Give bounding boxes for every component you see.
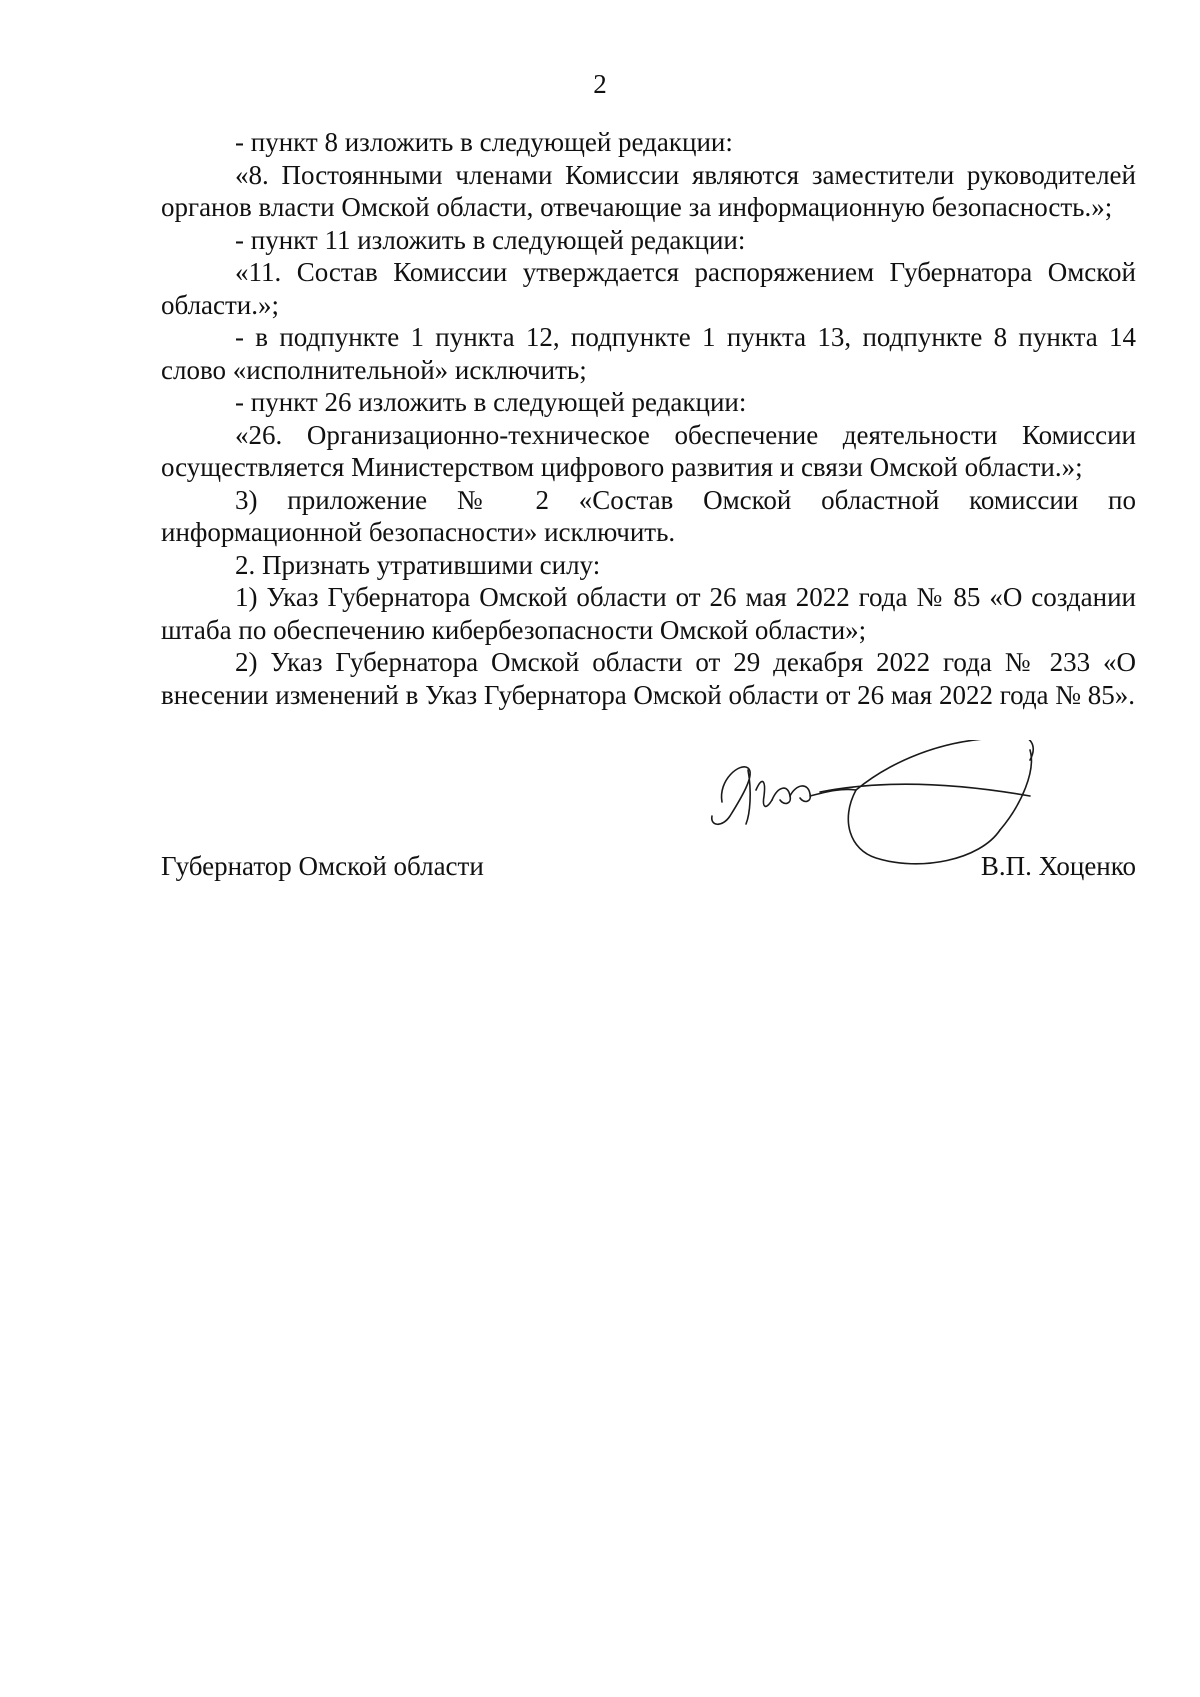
page-number: 2 xyxy=(593,69,607,99)
signature-block xyxy=(161,850,1136,890)
paragraph-repeal-intro: 2. Признать утратившими силу: xyxy=(235,549,601,580)
paragraph-point-11-intro: - пункт 11 изложить в следующей редакции: xyxy=(235,224,746,255)
paragraph-point-8-text: «8. Постоянными членами Комиссии являются заместители руководителей органов власти Омской области, отвечающие за информационную безопасность.»; xyxy=(161,159,1136,222)
paragraph-point-8-intro: - пункт 8 изложить в следующей редакции: xyxy=(235,127,733,157)
paragraph-appendix-exclusion: 3) приложение № 2 «Состав Омской областной комиссии по информационной безопасности» исключить. xyxy=(161,484,1136,547)
paragraph-repeal-item-2: 2) Указ Губернатора Омской области от 29 декабря 2022 года № 233 «О внесении изменений в Указ Губернатора Омской области от 26 мая 2022 года № 85». xyxy=(161,647,1136,710)
paragraph-point-26-text: «26. Организационно-техническое обеспечение деятельности Комиссии осуществляется Министерством цифрового развития и связи Омской области.»; xyxy=(161,419,1136,482)
paragraph-subpoints-exclusion: - в подпункте 1 пункта 12, подпункте 1 пункта 13, подпункте 8 пункта 14 слово «исполнительной» исключить; xyxy=(161,322,1136,385)
paragraph-repeal-item-1: 1) Указ Губернатора Омской области от 26 мая 2022 года № 85 «О создании штаба по обеспечению кибербезопасности Омской области»; xyxy=(161,582,1136,645)
signer-name: В.П. Хоценко xyxy=(980,851,1136,881)
paragraph-point-26-intro: - пункт 26 изложить в следующей редакции: xyxy=(235,387,747,417)
paragraph-point-11-text: «11. Состав Комиссии утверждается распоряжением Губернатора Омской области.»; xyxy=(161,257,1136,320)
handwritten-signature xyxy=(700,740,1100,930)
signer-title: Губернатор Омской области xyxy=(161,851,484,881)
document-body xyxy=(161,126,1136,711)
